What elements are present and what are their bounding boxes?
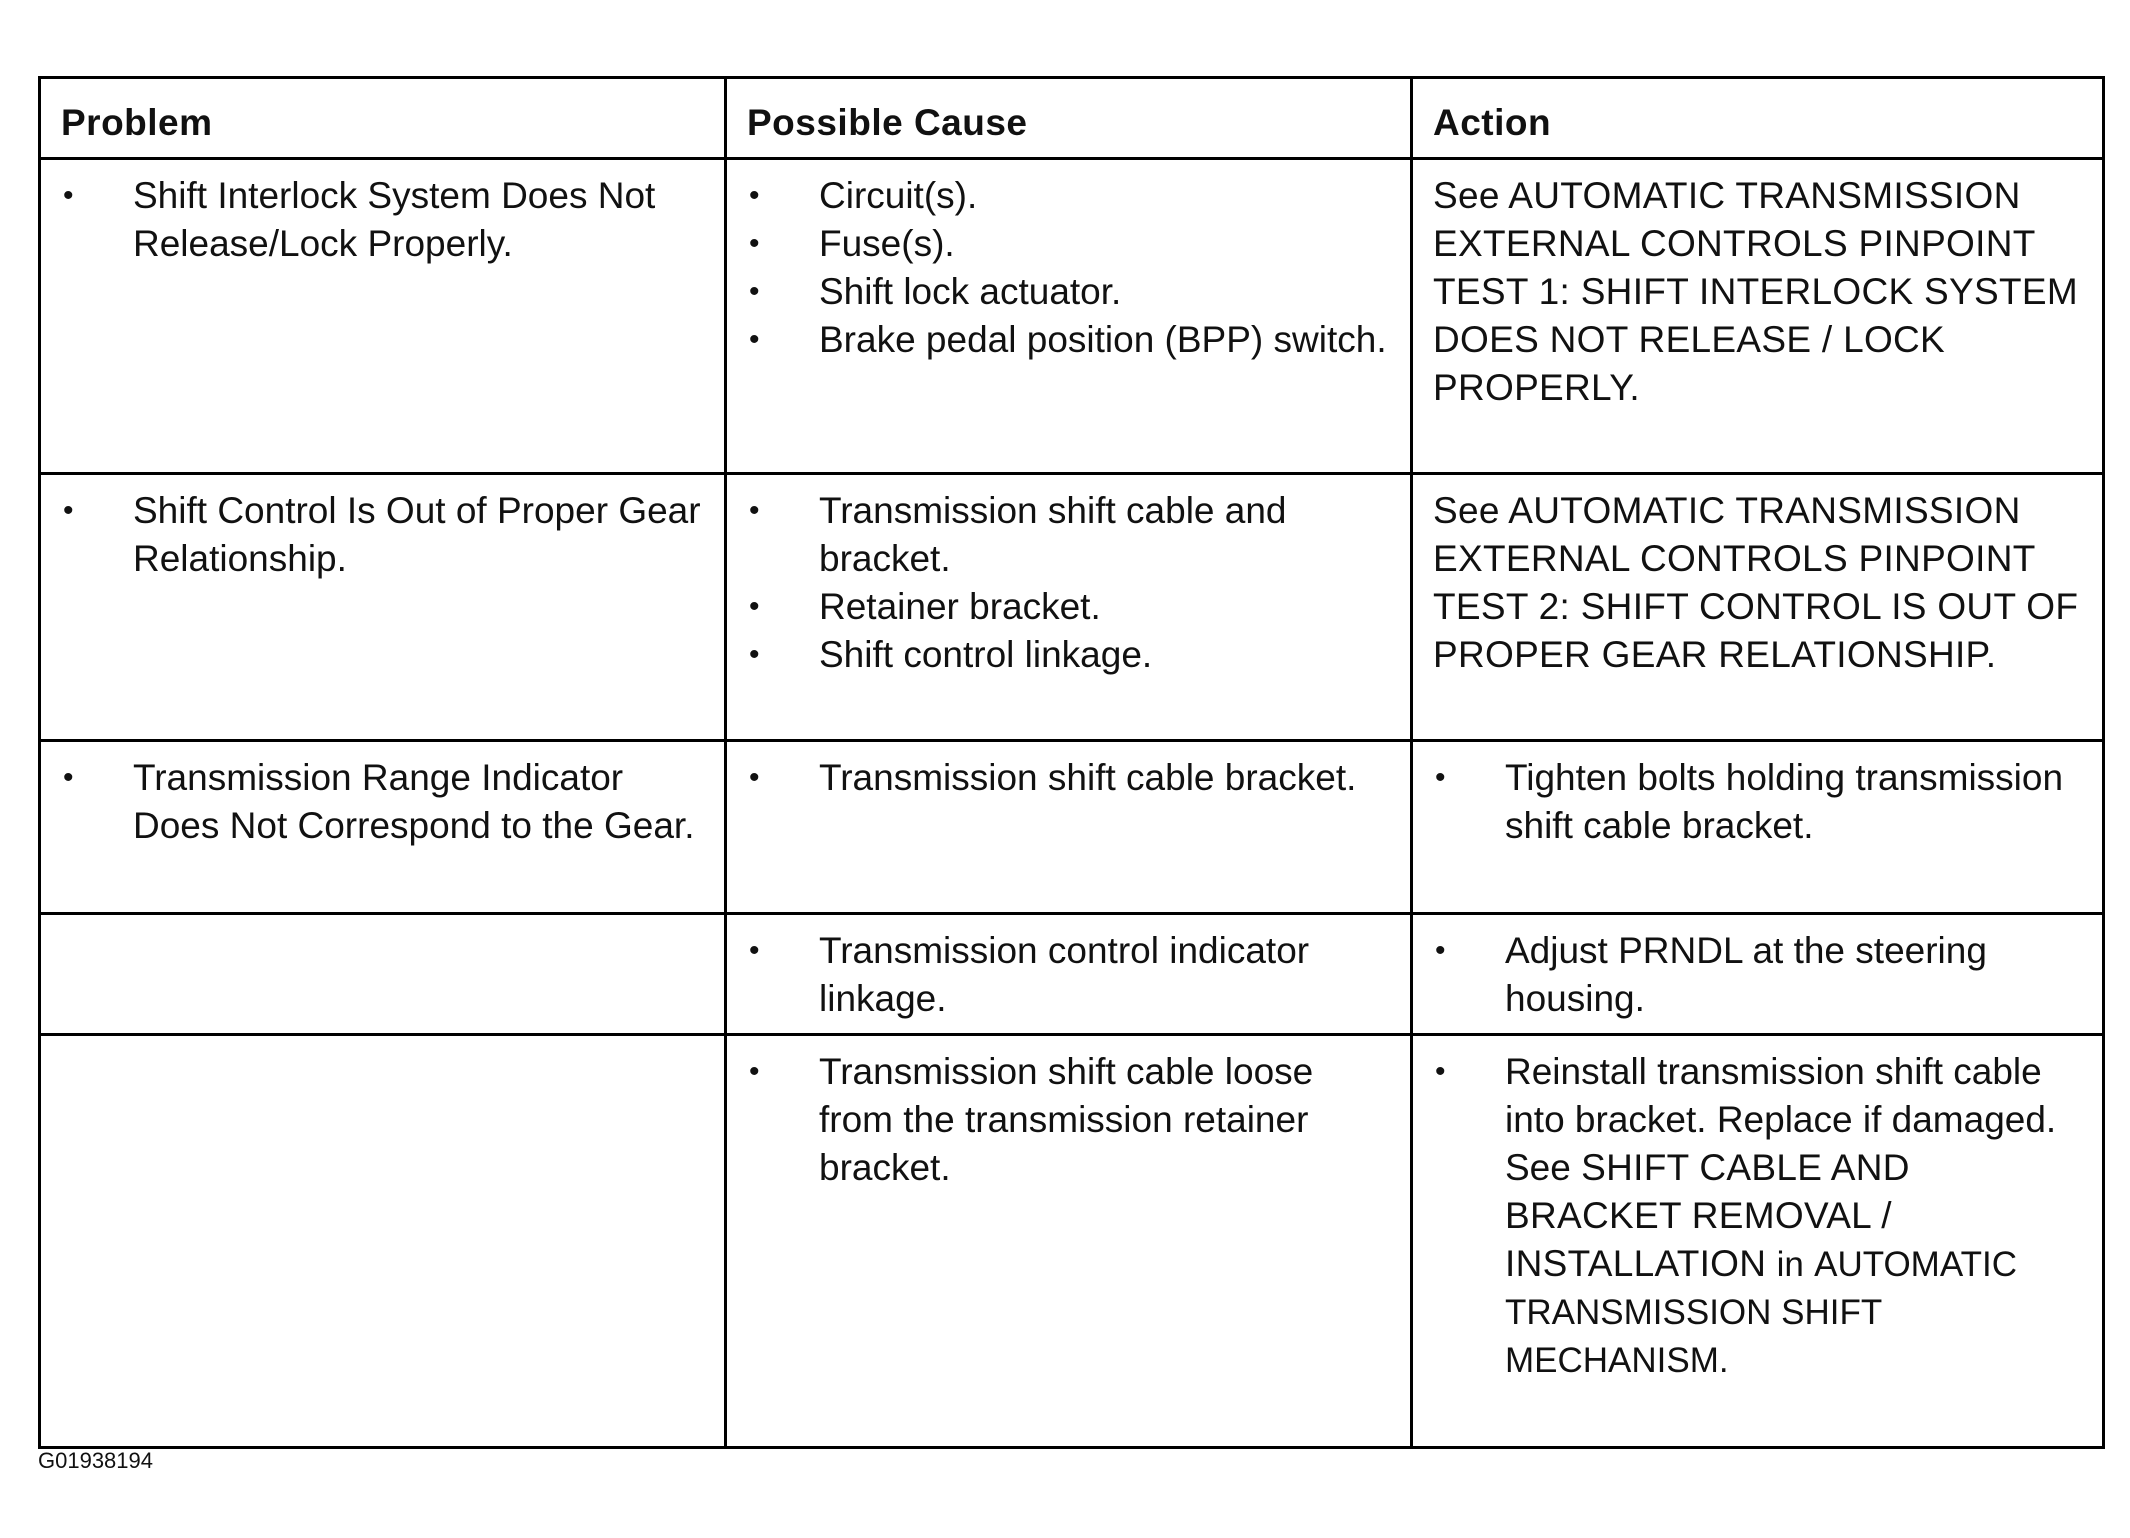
action-cell	[1412, 159, 2104, 474]
action-text: See AUTOMATIC TRANSMISSION EXTERNAL CONTROLS PINPOINT TEST 2: SHIFT CONTROL IS OUT OF PROPER GEAR RELATIONSHIP.	[1433, 490, 2079, 675]
problem-list	[61, 172, 704, 268]
action-text: • Reinstall transmission shift cable into bracket. Replace if damaged.	[1505, 1051, 2057, 1140]
header-possible-cause: Possible Cause	[726, 78, 1412, 159]
problem-cell	[40, 474, 726, 741]
action-list	[1433, 1048, 2082, 1384]
figure-id: G01938194	[38, 1448, 153, 1473]
problem-cell-empty	[40, 1035, 726, 1448]
cause-list	[747, 754, 1390, 802]
cause-item: • Shift lock actuator.	[747, 268, 1390, 316]
cause-item: • Retainer bracket.	[747, 583, 1390, 631]
action-cell	[1412, 914, 2104, 1035]
cause-item: • Transmission shift cable bracket.	[747, 754, 1390, 802]
header-problem: Problem	[40, 78, 726, 159]
header-action: Action	[1412, 78, 2104, 159]
cause-cell	[726, 1035, 1412, 1448]
problem-item: • Shift Control Is Out of Proper Gear Relationship.	[61, 487, 704, 583]
table-row	[40, 1035, 2104, 1448]
action-item	[1433, 1048, 2082, 1384]
table-row	[40, 159, 2104, 474]
cause-item: • Transmission shift cable loose from the transmission retainer bracket.	[747, 1048, 1390, 1192]
problem-list	[61, 754, 704, 850]
problem-cell	[40, 159, 726, 474]
action-list	[1433, 754, 2082, 850]
problem-item: • Transmission Range Indicator Does Not Correspond to the Gear.	[61, 754, 704, 850]
cause-list	[747, 927, 1390, 1023]
action-item: • Tighten bolts holding transmission shift cable bracket.	[1433, 754, 2082, 850]
procedure-reference: SHIFT CABLE AND BRACKET REMOVAL / INSTALLATION	[1505, 1147, 1910, 1284]
action-cell	[1412, 474, 2104, 741]
action-list	[1433, 927, 2082, 1023]
cause-cell	[726, 474, 1412, 741]
cause-item: • Brake pedal position (BPP) switch.	[747, 316, 1390, 364]
cause-list	[747, 487, 1390, 679]
cause-item: • Transmission shift cable and bracket.	[747, 487, 1390, 583]
cause-item: • Transmission control indicator linkage.	[747, 927, 1390, 1023]
diagnosis-table	[38, 76, 2105, 1449]
problem-cell	[40, 741, 726, 914]
problem-item: • Shift Interlock System Does Not Release/Lock Properly.	[61, 172, 704, 268]
action-item: • Adjust PRNDL at the steering housing.	[1433, 927, 2082, 1023]
cause-item: • Circuit(s).	[747, 172, 1390, 220]
section-reference: AUTOMATIC TRANSMISSION SHIFT MECHANISM.	[1505, 1245, 2017, 1380]
cause-cell	[726, 159, 1412, 474]
problem-cell-empty	[40, 914, 726, 1035]
cause-item: • Fuse(s).	[747, 220, 1390, 268]
see-label: See	[1505, 1147, 1571, 1188]
cause-list	[747, 172, 1390, 364]
cause-cell	[726, 914, 1412, 1035]
header-row	[40, 78, 2104, 159]
table-row	[40, 914, 2104, 1035]
action-text: See AUTOMATIC TRANSMISSION EXTERNAL CONTROLS PINPOINT TEST 1: SHIFT INTERLOCK SYSTEM DOES NOT RELEASE / LOCK PROPERLY.	[1433, 175, 2078, 408]
problem-list	[61, 487, 704, 583]
cause-cell	[726, 741, 1412, 914]
action-cell	[1412, 1035, 2104, 1448]
in-label: in	[1776, 1245, 1804, 1284]
cause-item: • Shift control linkage.	[747, 631, 1390, 679]
cause-list	[747, 1048, 1390, 1192]
action-cell	[1412, 741, 2104, 914]
table-row	[40, 741, 2104, 914]
table-row	[40, 474, 2104, 741]
